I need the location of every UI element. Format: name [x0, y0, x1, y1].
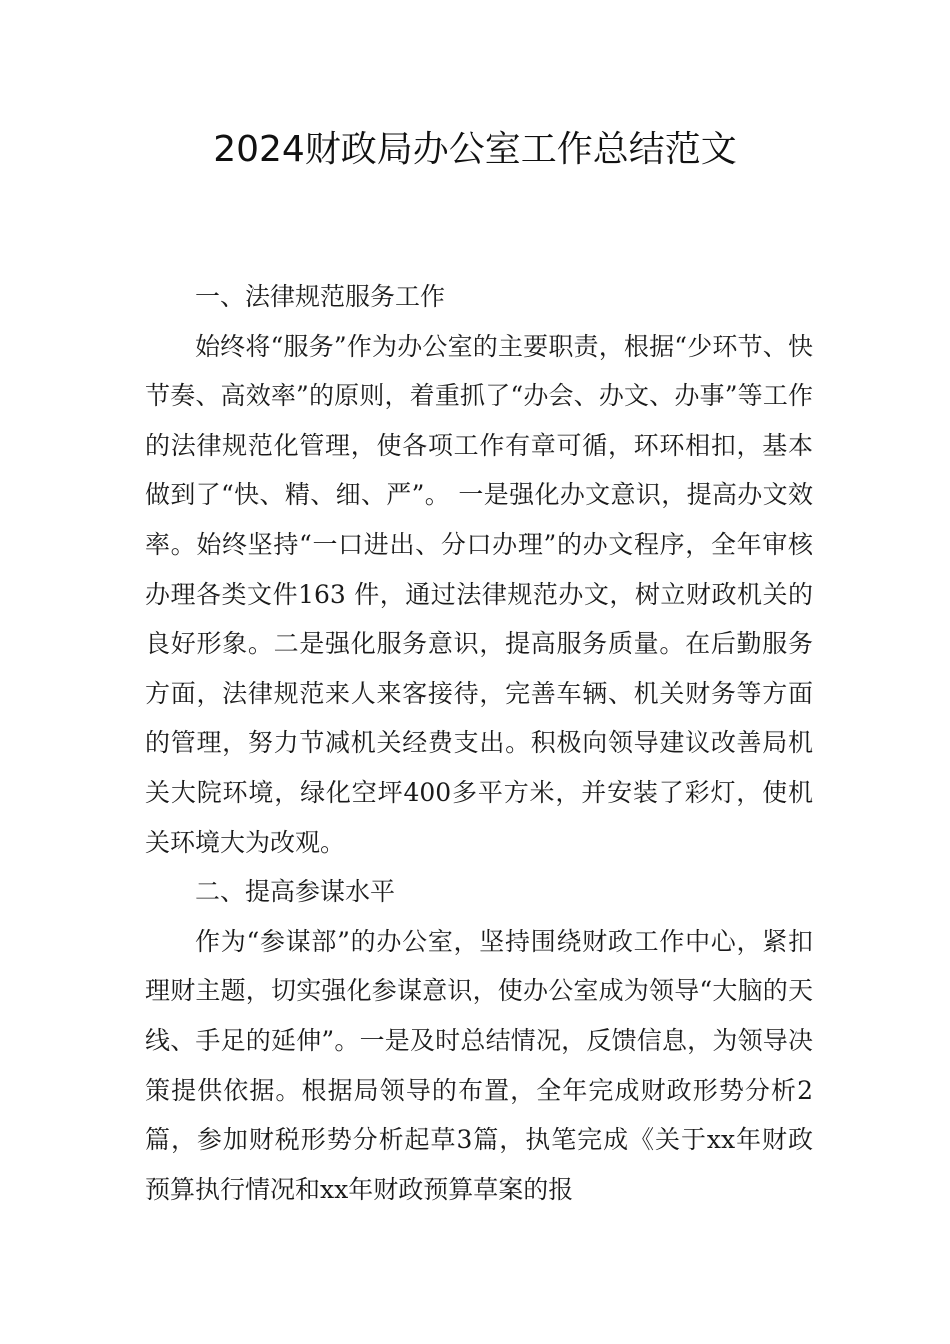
document-title: 2024财政局办公室工作总结范文 — [213, 129, 737, 170]
section-heading-2: 二、提高参谋水平 — [195, 877, 396, 907]
section-heading-1: 一、法律规范服务工作 — [195, 282, 446, 311]
document-body — [145, 272, 813, 1214]
body-paragraph-1: 始终将“服务”作为办公室的主要职责，根据“少环节、快节奏、高效率”的原则，着重抓了“办会、办文、办事”等工作的法律规范化管理，使各项工作有章可循，环环相扣，基本做到了“快、精、细、严”。 一是强化办文意识，提高办文效率。始终坚持“一口进出、分口办理”的办文程序，全年审核办理各类文件163 件，通过法律规范办文，树立财政机关的良好形象。二是强化服务意识，提高服务质量。在后勤服务方面，法律规范来人来客接待，完善车辆、机关财务等方面的管理，努力节减机关经费支出。积极向领导建议改善局机关大院环境，绿化空坪400多平方米，并安装了彩灯，使机关环境大为改观。 — [145, 331, 813, 857]
body-paragraph-2: 作为“参谋部”的办公室，坚持围绕财政工作中心，紧扣理财主题，切实强化参谋意识，使办公室成为领导“大脑的天线、手足的延伸”。一是及时总结情况，反馈信息，为领导决策提供依据。根据局领导的布置，全年完成财政形势分析2篇，参加财税形势分析起草3篇，执笔完成《关于xx年财政预算执行情况和xx年财政预算草案的报 — [145, 926, 813, 1204]
